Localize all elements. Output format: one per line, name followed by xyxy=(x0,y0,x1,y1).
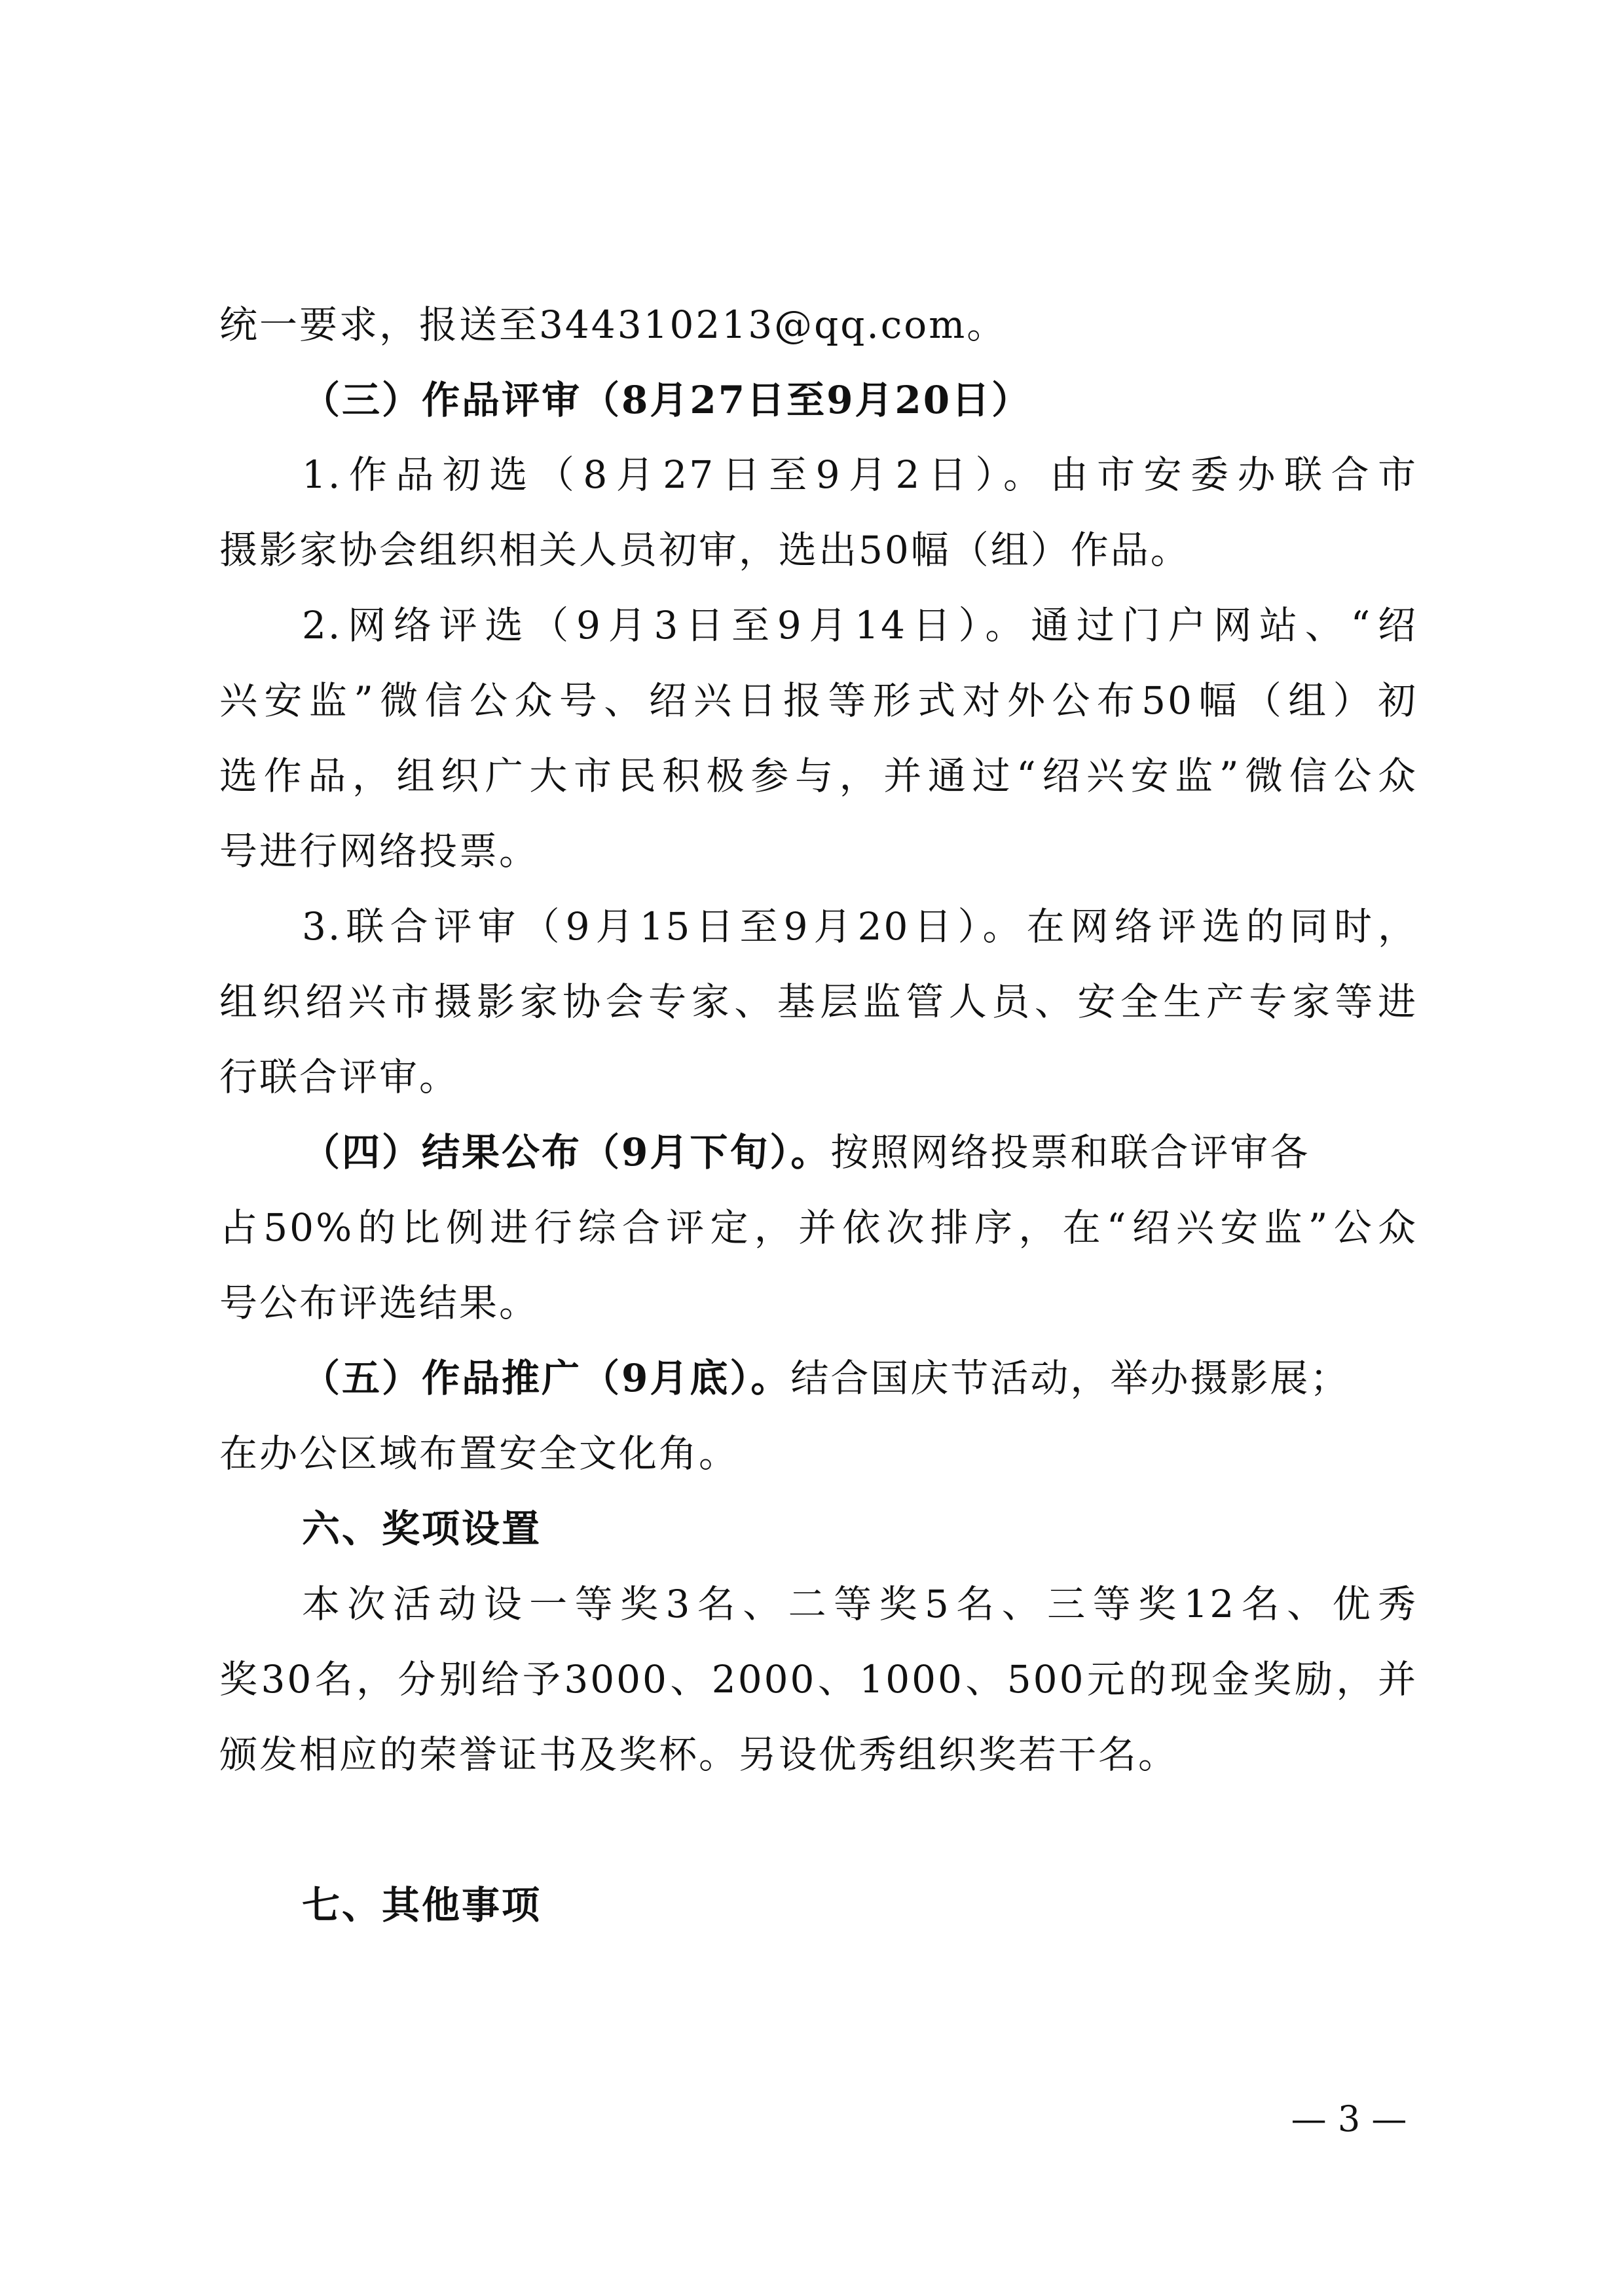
paragraph-line: 奖30名，分别给予3000、2000、1000、500元的现金奖励，并 xyxy=(219,1657,1418,1702)
paragraph-line: 本次活动设一等奖3名、二等奖5名、三等奖12名、优秀 xyxy=(302,1582,1418,1626)
paragraph-line: 选作品，组织广大市民积极参与，并通过“绍兴安监”微信公众 xyxy=(219,754,1418,798)
paragraph-line: 3.联合评审（9月15日至9月20日）。在网络评选的同时， xyxy=(302,904,1418,949)
section-heading-other: 七、其他事项 xyxy=(302,1883,542,1927)
paragraph-line: 统一要求，报送至344310213@qq.com。 xyxy=(219,302,1007,347)
paragraph-line: 兴安监”微信公众号、绍兴日报等形式对外公布50幅（组）初 xyxy=(219,678,1418,723)
paragraph-text: 按照网络投票和联合评审各 xyxy=(830,1130,1310,1175)
paragraph-line: 2.网络评选（9月3日至9月14日）。通过门户网站、“绍 xyxy=(302,603,1418,647)
paragraph-line: 在办公区域布置安全文化角。 xyxy=(219,1431,739,1476)
page-number: — 3 — xyxy=(1291,2098,1407,2140)
section-heading-review: （三）作品评审（8月27日至9月20日） xyxy=(302,378,1032,422)
paragraph-line: 摄影家协会组织相关人员初审，选出50幅（组）作品。 xyxy=(219,528,1190,572)
paragraph-line: 号公布评选结果。 xyxy=(219,1281,540,1325)
section-heading-awards: 六、奖项设置 xyxy=(302,1506,542,1551)
paragraph-text: 结合国庆节活动，举办摄影展； xyxy=(790,1356,1350,1400)
paragraph-line xyxy=(302,1355,1418,1401)
paragraph-line: 1.作品初选（8月27日至9月2日）。由市安委办联合市 xyxy=(302,452,1418,497)
paragraph-line xyxy=(302,1129,1418,1175)
paragraph-line: 颁发相应的荣誉证书及奖杯。另设优秀组织奖若干名。 xyxy=(219,1732,1179,1777)
paragraph-line: 行联合评审。 xyxy=(219,1055,460,1099)
inline-heading-promotion: （五）作品推广（9月底）。 xyxy=(302,1356,791,1400)
paragraph-line: 号进行网络投票。 xyxy=(219,829,540,873)
paragraph-line: 占50%的比例进行综合评定，并依次排序，在“绍兴安监”公众 xyxy=(219,1205,1418,1250)
paragraph-line: 组织绍兴市摄影家协会专家、基层监管人员、安全生产专家等进 xyxy=(219,979,1418,1024)
inline-heading-results: （四）结果公布（9月下旬）。 xyxy=(302,1130,831,1175)
